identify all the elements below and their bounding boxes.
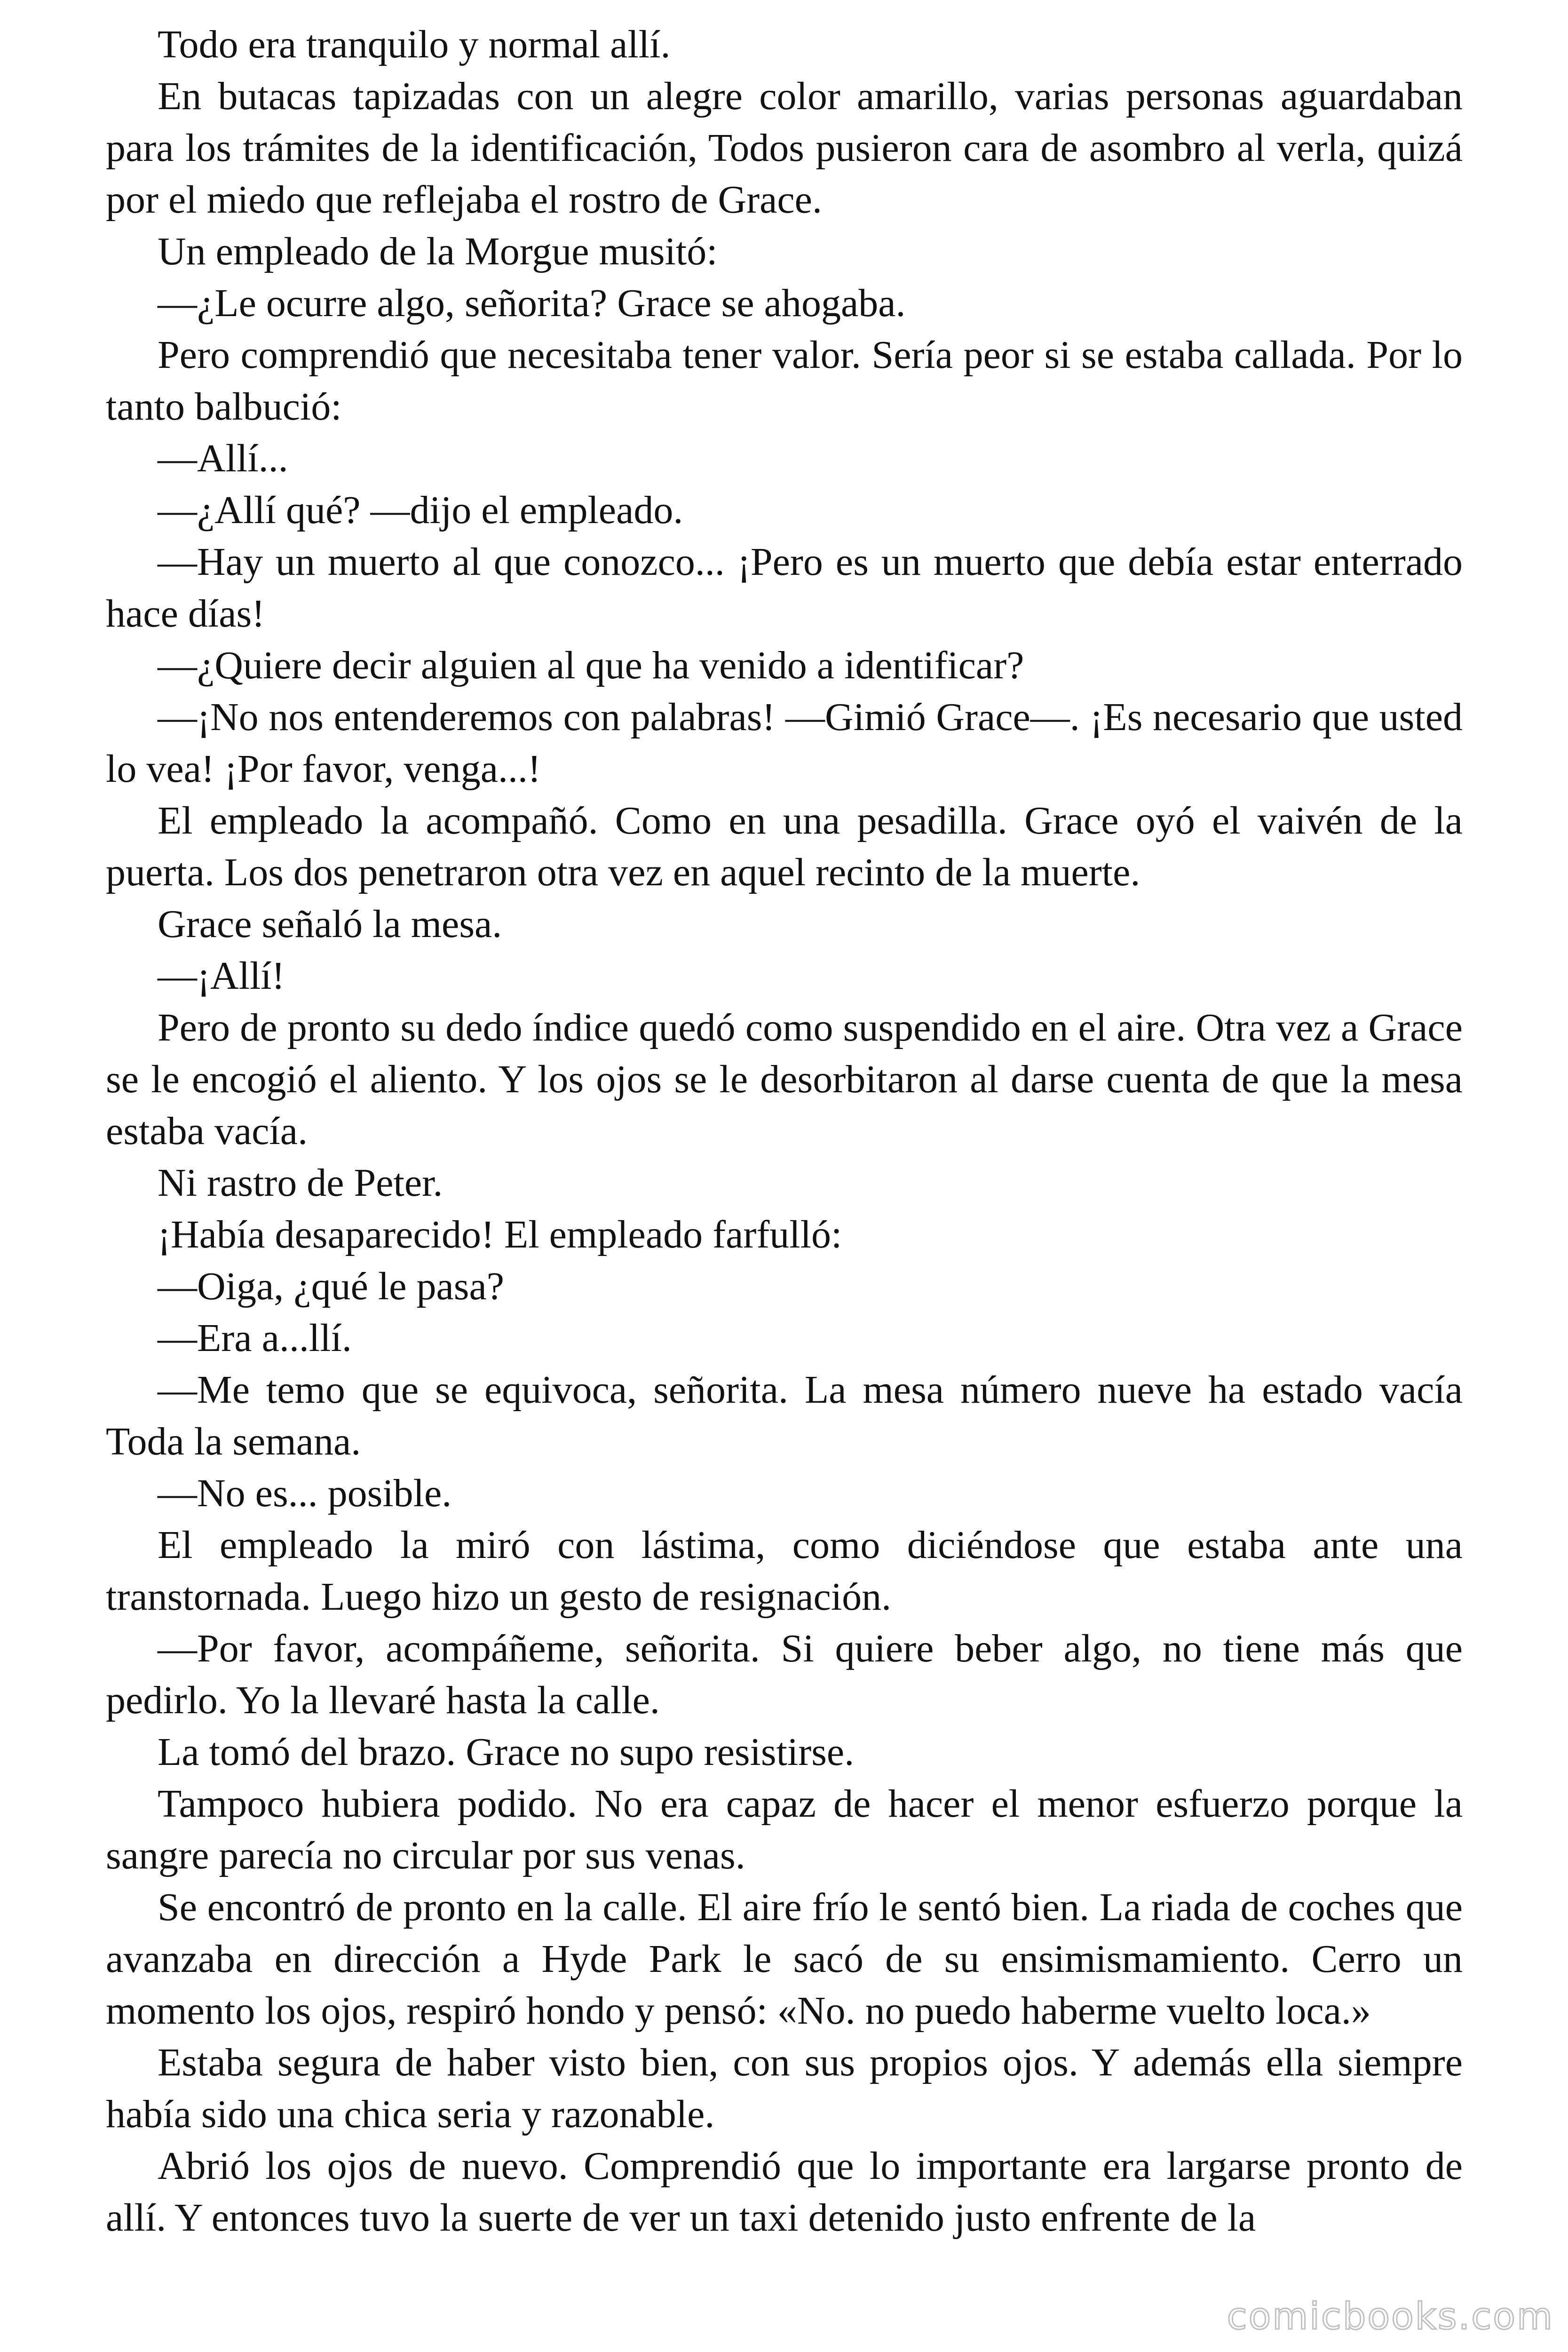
paragraph: El empleado la acompañó. Como en una pesadilla. Grace oyó el vaivén de la puerta. Los dos penetraron otra vez en aquel recinto de la muerte. bbox=[106, 799, 1463, 894]
paragraph: —Oiga, ¿qué le pasa? bbox=[158, 1264, 505, 1308]
paragraph: Todo era tranquilo y normal allí. bbox=[158, 23, 671, 66]
paragraph: ¡Había desaparecido! El empleado farfulló: bbox=[158, 1213, 842, 1256]
paragraph: Ni rastro de Peter. bbox=[158, 1161, 443, 1205]
paragraph: En butacas tapizadas con un alegre color amarillo, varias personas aguardaban para los trámites de la identificación, Todos pusieron cara de asombro al verla, quizá por el miedo que reflejaba el rostro de Grace. bbox=[106, 74, 1463, 222]
paragraph: Grace señaló la mesa. bbox=[158, 902, 502, 946]
paragraph: —¿Quiere decir alguien al que ha venido a identificar? bbox=[158, 644, 1024, 687]
paragraph: —¡Allí! bbox=[158, 954, 285, 998]
paragraph: Abrió los ojos de nuevo. Comprendió que lo importante era largarse pronto de allí. Y entonces tuvo la suerte de ver un taxi detenido justo enfrente de la bbox=[106, 2144, 1463, 2240]
paragraph: —¿Allí qué? —dijo el empleado. bbox=[158, 488, 683, 532]
paragraph: —Hay un muerto al que conozco... ¡Pero es un muerto que debía estar enterrado hace días! bbox=[106, 540, 1463, 636]
paragraph: —¡No nos entenderemos con palabras! —Gimió Grace—. ¡Es necesario que usted lo vea! ¡Por favor, venga...! bbox=[106, 695, 1463, 791]
paragraph: —Me temo que se equivoca, señorita. La mesa número nueve ha estado vacía Toda la semana. bbox=[106, 1368, 1463, 1463]
paragraph: Tampoco hubiera podido. No era capaz de hacer el menor esfuerzo porque la sangre parecía no circular por sus venas. bbox=[106, 1782, 1463, 1877]
paragraph: Pero comprendió que necesitaba tener valor. Sería peor si se estaba callada. Por lo tanto balbució: bbox=[106, 333, 1463, 429]
paragraph: —Era a...llí. bbox=[158, 1316, 352, 1360]
paragraph: —¿Le ocurre algo, señorita? Grace se ahogaba. bbox=[158, 281, 906, 325]
paragraph: Se encontró de pronto en la calle. El aire frío le sentó bien. La riada de coches que avanzaba en dirección a Hyde Park le sacó de su ensimismamiento. Cerro un momento los ojos, respiró hondo y pensó: «No. no puedo haberme vuelto loca.» bbox=[106, 1885, 1463, 2033]
paragraph: —Allí... bbox=[158, 437, 288, 480]
paragraph: —Por favor, acompáñeme, señorita. Si quiere beber algo, no tiene más que pedirlo. Yo la llevaré hasta la calle. bbox=[106, 1627, 1463, 1722]
paragraph: La tomó del brazo. Grace no supo resistirse. bbox=[158, 1730, 855, 1774]
paragraph: Pero de pronto su dedo índice quedó como suspendido en el aire. Otra vez a Grace se le encogió el aliento. Y los ojos se le desorbitaron al darse cuenta de que la mesa estaba vacía. bbox=[106, 1006, 1463, 1153]
paragraph: Estaba segura de haber visto bien, con sus propios ojos. Y además ella siempre había sido una chica seria y razonable. bbox=[106, 2041, 1463, 2136]
paragraph: —No es... posible. bbox=[158, 1471, 452, 1515]
paragraph: Un empleado de la Morgue musitó: bbox=[158, 230, 718, 273]
paragraph: El empleado la miró con lástima, como diciéndose que estaba ante una transtornada. Luego hizo un gesto de resignación. bbox=[106, 1523, 1463, 1619]
body-text bbox=[106, 19, 1463, 2244]
watermark: comicbooks.com bbox=[1227, 2296, 1554, 2338]
